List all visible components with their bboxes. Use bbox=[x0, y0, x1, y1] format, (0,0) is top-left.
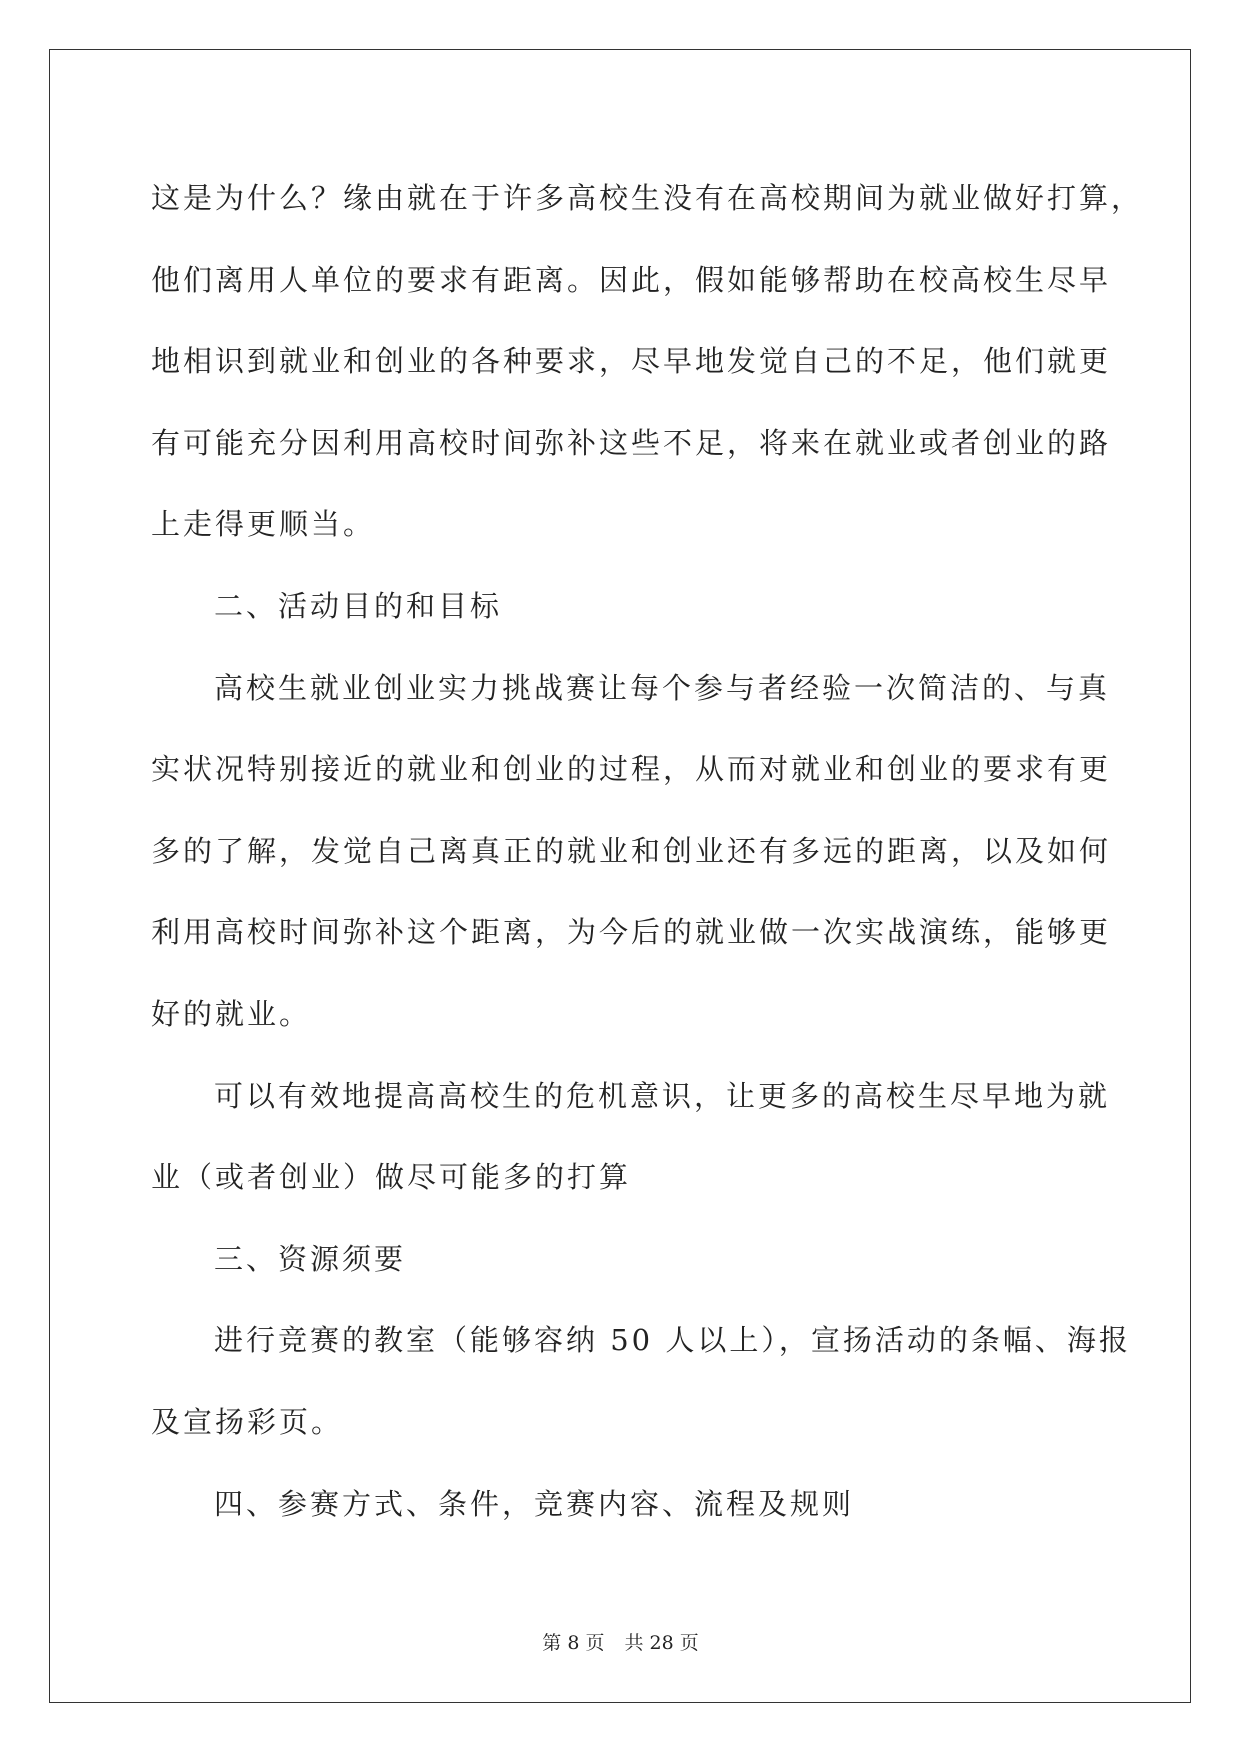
page-number: 第 8 页 bbox=[542, 1632, 605, 1654]
document-body bbox=[151, 158, 1144, 1545]
text-line: 地相识到就业和创业的各种要求，尽早地发觉自己的不足，他们就更 bbox=[151, 344, 1112, 379]
text-line: 多的了解，发觉自己离真正的就业和创业还有多远的距离，以及如何 bbox=[151, 833, 1112, 868]
section-heading: 二、活动目的和目标 bbox=[214, 588, 503, 623]
text-line: 业（或者创业）做尽可能多的打算 bbox=[151, 1160, 632, 1195]
text-line: 进行竞赛的教室（能够容纳 50 人以上），宣扬活动的条幅、海报 bbox=[214, 1323, 1131, 1358]
text-line: 好的就业。 bbox=[151, 996, 312, 1031]
text-line: 实状况特别接近的就业和创业的过程，从而对就业和创业的要求有更 bbox=[151, 752, 1112, 787]
text-line: 有可能充分因利用高校时间弥补这些不足，将来在就业或者创业的路 bbox=[151, 425, 1112, 460]
text-line: 他们离用人单位的要求有距离。因此，假如能够帮助在校高校生尽早 bbox=[151, 262, 1112, 297]
text-line: 利用高校时间弥补这个距离，为今后的就业做一次实战演练，能够更 bbox=[151, 915, 1112, 950]
section-heading: 四、参赛方式、条件，竞赛内容、流程及规则 bbox=[214, 1486, 855, 1521]
page-footer bbox=[0, 1628, 1241, 1655]
text-line: 上走得更顺当。 bbox=[151, 507, 376, 542]
text-line: 及宣扬彩页。 bbox=[151, 1404, 344, 1439]
text-line: 这是为什么？缘由就在于许多高校生没有在高校期间为就业做好打算， bbox=[151, 181, 1144, 215]
section-heading: 三、资源须要 bbox=[214, 1241, 407, 1276]
text-line: 可以有效地提高高校生的危机意识，让更多的高校生尽早地为就 bbox=[214, 1078, 1111, 1113]
page-total: 共 28 页 bbox=[624, 1632, 699, 1654]
text-line: 高校生就业创业实力挑战赛让每个参与者经验一次简洁的、与真 bbox=[214, 670, 1111, 705]
